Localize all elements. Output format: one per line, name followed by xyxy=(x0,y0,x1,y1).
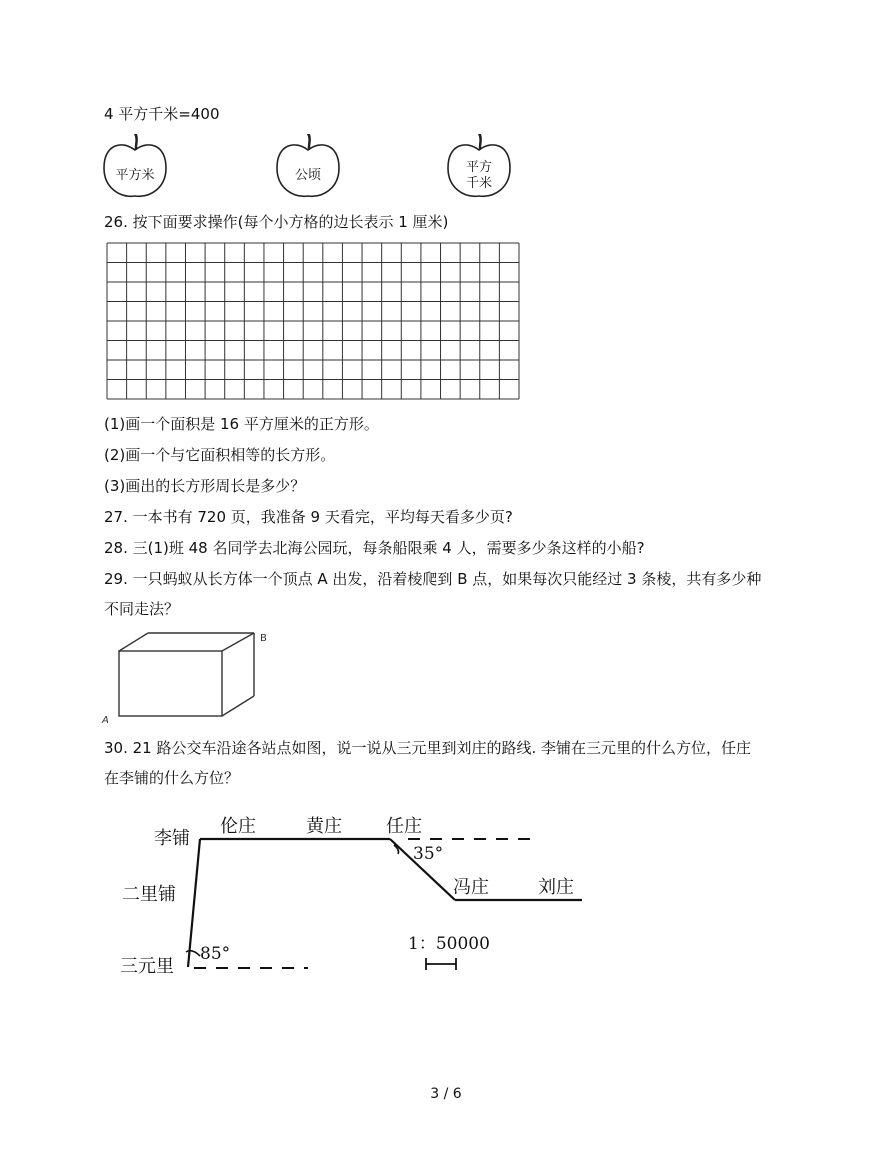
station-huangzhuang: 黄庄 xyxy=(306,816,342,837)
page-number: 3 / 6 xyxy=(430,1086,462,1102)
angle-85-label: 85° xyxy=(200,944,231,964)
q26-title: 26. 按下面要求操作(每个小方格的边长表示 1 厘米) xyxy=(104,213,449,231)
q26-sub1: (1)画一个面积是 16 平方厘米的正方形。 xyxy=(104,415,379,433)
apple-icon xyxy=(275,132,341,202)
station-renzhuang: 任庄 xyxy=(386,816,422,837)
apple-icon xyxy=(102,132,168,202)
station-erlipu: 二里铺 xyxy=(122,884,176,905)
q28-text: 28. 三(1)班 48 名同学去北海公园玩，每条船限乘 4 人，需要多少条这样的小船? xyxy=(104,539,645,557)
q30-line2: 在李铺的什么方位？ xyxy=(104,769,240,787)
apple-sq-meter xyxy=(102,132,168,206)
square-grid xyxy=(106,242,520,400)
station-lipu: 李铺 xyxy=(154,828,190,849)
station-lunzhuang: 伦庄 xyxy=(220,816,256,837)
q30-line1: 30. 21 路公交车沿途各站点如图，说一说从三元里到刘庄的路线. 李铺在三元里的什么方位，任庄 xyxy=(104,739,752,757)
apple-label: 公顷 xyxy=(294,168,321,183)
station-sanyuanli: 三元里 xyxy=(120,956,174,977)
q26-sub3: (3)画出的长方形周长是多少？ xyxy=(104,477,306,495)
apple-label: 千米 xyxy=(465,176,492,191)
apple-label: 平方米 xyxy=(115,168,155,183)
station-fengzhuang: 冯庄 xyxy=(453,877,489,898)
map-scale-label: 1：50000 xyxy=(408,934,490,954)
angle-35-label: 35° xyxy=(413,844,444,864)
vertex-b-label: B xyxy=(260,633,267,644)
vertex-a-label: A xyxy=(102,715,109,725)
cuboid-figure xyxy=(100,630,280,725)
station-liuzhuang: 刘庄 xyxy=(538,877,574,898)
q27-text: 27. 一本书有 720 页，我准备 9 天看完，平均每天看多少页? xyxy=(104,508,513,526)
apple-hectare xyxy=(275,132,341,206)
apple-label: 平方 xyxy=(465,160,492,175)
apple-sq-km xyxy=(446,132,512,206)
q29-line2: 不同走法？ xyxy=(104,600,180,618)
bus-route-map xyxy=(110,800,600,985)
q25-answer-line: 4 平方千米=400 xyxy=(104,105,220,123)
q29-line1: 29. 一只蚂蚁从长方体一个顶点 A 出发，沿着棱爬到 B 点，如果每次只能经过 3 条棱，共有多少种 xyxy=(104,570,762,588)
q26-sub2: (2)画一个与它面积相等的长方形。 xyxy=(104,446,336,464)
